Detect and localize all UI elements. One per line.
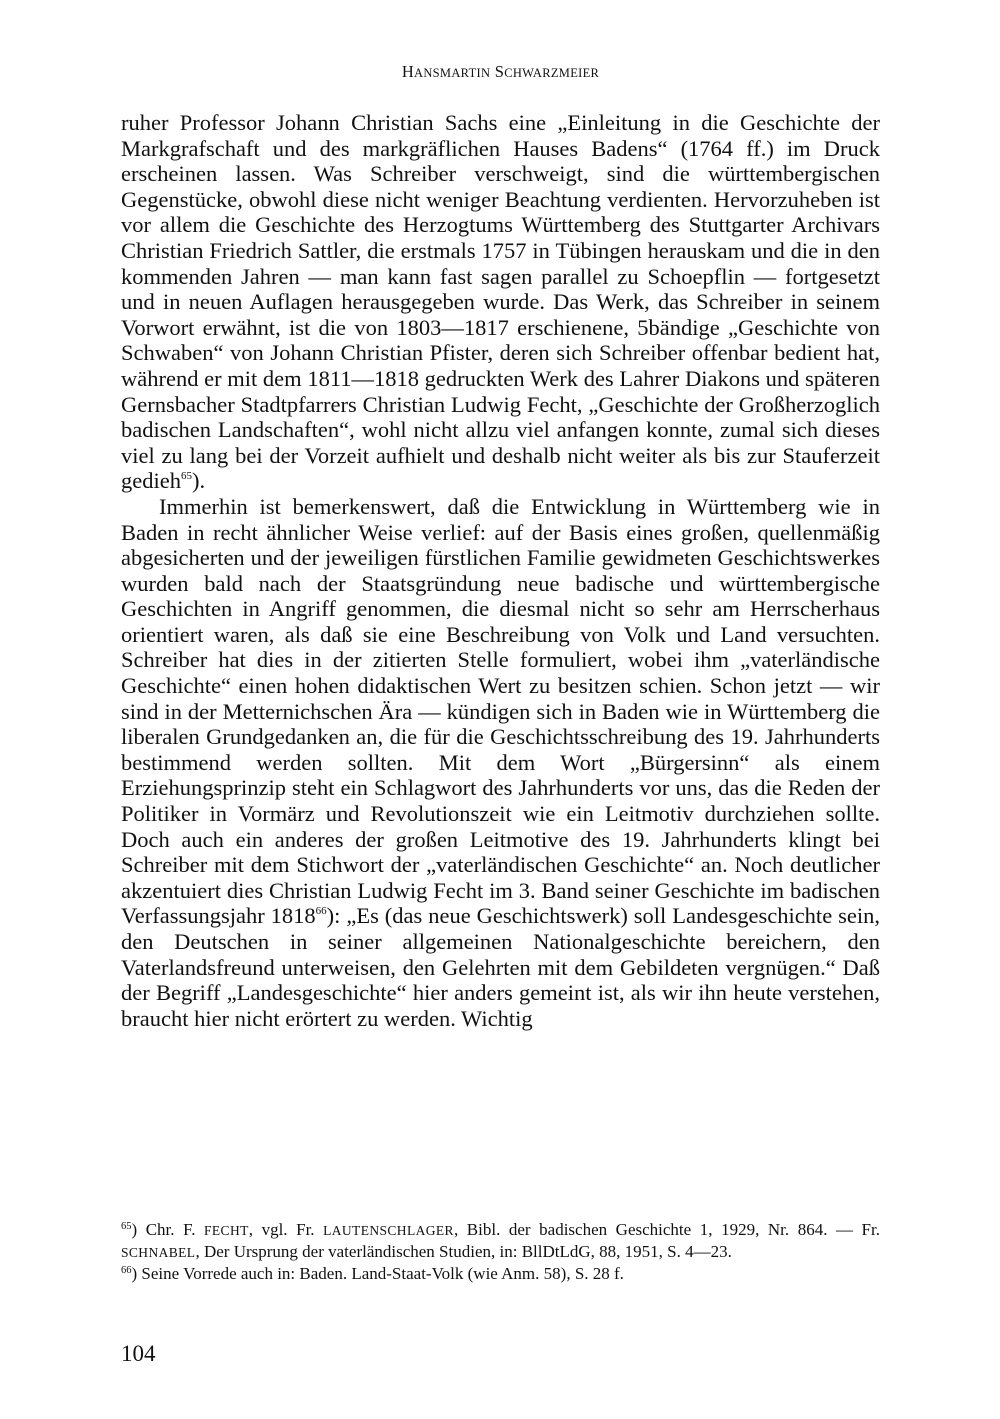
running-header (121, 62, 880, 82)
footnote-65-text-2: , vgl. Fr. (248, 1220, 324, 1239)
book-page (121, 0, 880, 1419)
paragraph-1-text: ruher Professor Johann Christian Sachs eine „Einleitung in die Geschichte der Markgrafschaft und des markgräflichen Hauses Badens“ (1764 ff.) im Druck erscheinen lassen. Was Schreiber verschweigt, sind die württembergischen Gegenstücke, obwohl diese nicht weniger Beachtung verdienten. Hervorzuheben ist vor allem die Geschichte des Herzogtums Württemberg des Stuttgarter Archivars Christian Friedrich Sattler, die erstmals 1757 in Tübingen herauskam und die in den kommenden Jahren — man kann fast sagen parallel zu Schoepflin — fortgesetzt und in neuen Auflagen herausgegeben wurde. Das Werk, das Schreiber in seinem Vorwort erwähnt, ist die von 1803—1817 erschienene, 5bändige „Geschichte von Schwaben“ von Johann Christian Pfister, deren sich Schreiber offenbar bedient hat, während er mit dem 1811—1818 gedruckten Werk des Lahrer Diakons und späteren Gernsbacher Stadtpfarrers Christian Ludwig Fecht, „Geschichte der Großherzoglich badischen Landschaften“, wohl nicht allzu viel anfangen konnte, zumal sich dieses viel zu lang bei der Vorzeit aufhielt und deshalb nicht weiter als bis zur Stauferzeit gedieh (121, 110, 880, 494)
footnote-66 (121, 1263, 880, 1284)
paragraph-2 (121, 494, 880, 1031)
paragraph-1 (121, 110, 880, 494)
footnote-65 (121, 1219, 880, 1263)
paragraph-2-text: Immerhin ist bemerkenswert, daß die Entwicklung in Württemberg wie in Baden in recht ähnlicher Weise verlief: auf der Basis eines großen, quellenmäßig abgesicherten und der jeweiligen fürstlichen Familie gewidmeten Geschichtswerkes wurden bald nach der Staatsgründung neue badische und württembergische Geschichten in Angriff genommen, die diesmal nicht so sehr am Herrscherhaus orientiert waren, als daß sie eine Beschreibung von Volk und Land versuchten. Schreiber hat dies in der zitierten Stelle formuliert, wobei ihm „vaterländische Geschichte“ einen hohen didaktischen Wert zu besitzen schien. Schon jetzt — wir sind in der Metternichschen Ära — kündigen sich in Baden wie in Württemberg die liberalen Grundgedanken an, die für die Geschichtsschreibung des 19. Jahrhunderts bestimmend werden sollten. Mit dem Wort „Bürgersinn“ als einem Erziehungsprinzip steht ein Schlagwort des Jahrhunderts vor uns, das die Reden der Politiker in Vormärz und Revolutionszeit wie ein Leitmotiv durchziehen sollte. Doch auch ein anderes der großen Leitmotive des 19. Jahrhunderts klingt bei Schreiber mit dem Stichwort der „vaterländischen Geschichte“ an. Noch deutlicher akzentuiert dies Christian Ludwig Fecht im 3. Band seiner Geschichte im badischen Verfassungsjahr 1818 (121, 493, 880, 929)
header-first-rest: ANSMARTIN (414, 66, 491, 80)
header-first-initial: H (401, 62, 415, 81)
header-last-initial: S (494, 62, 505, 81)
footnote-66-mark: 66 (121, 1265, 132, 1276)
footnote-ref-65: 65 (180, 470, 192, 483)
author-schnabel: SCHNABEL (121, 1245, 196, 1260)
author-fecht: FECHT (204, 1223, 249, 1238)
footnote-66-text: ) Seine Vorrede auch in: Baden. Land-Staat-Volk (wie Anm. 58), S. 28 f. (131, 1264, 624, 1283)
header-last-rest: CHWARZMEIER (504, 66, 600, 80)
footnote-ref-66: 66 (315, 905, 327, 918)
footnote-65-text-1: ) Chr. F. (131, 1220, 204, 1239)
footnote-65-text-4: , Der Ursprung der vaterländischen Studien, in: BllDtLdG, 88, 1951, S. 4—23. (195, 1242, 732, 1261)
paragraph-2-end: ): „Es (das neue Geschichtswerk) soll Landesgeschichte sein, den Deutschen in seiner allgemeinen Nationalgeschichte bereichern, den Vaterlandsfreund unterweisen, den Gelehrten mit dem Gebildeten vergnügen.“ Daß der Begriff „Landesgeschichte“ hier anders gemeint ist, als wir ihn heute verstehen, braucht hier nicht erörtert zu werden. Wichtig (121, 903, 880, 1031)
footnotes (121, 1219, 880, 1284)
footnote-65-text-3: , Bibl. der badischen Geschichte 1, 1929, Nr. 864. — Fr. (453, 1220, 880, 1239)
footnote-65-mark: 65 (121, 1221, 132, 1232)
main-text (121, 110, 880, 1031)
author-lautenschlager: LAUTENSCHLAGER (323, 1223, 454, 1238)
page-number: 104 (121, 1341, 156, 1366)
paragraph-1-end: ). (191, 468, 206, 494)
